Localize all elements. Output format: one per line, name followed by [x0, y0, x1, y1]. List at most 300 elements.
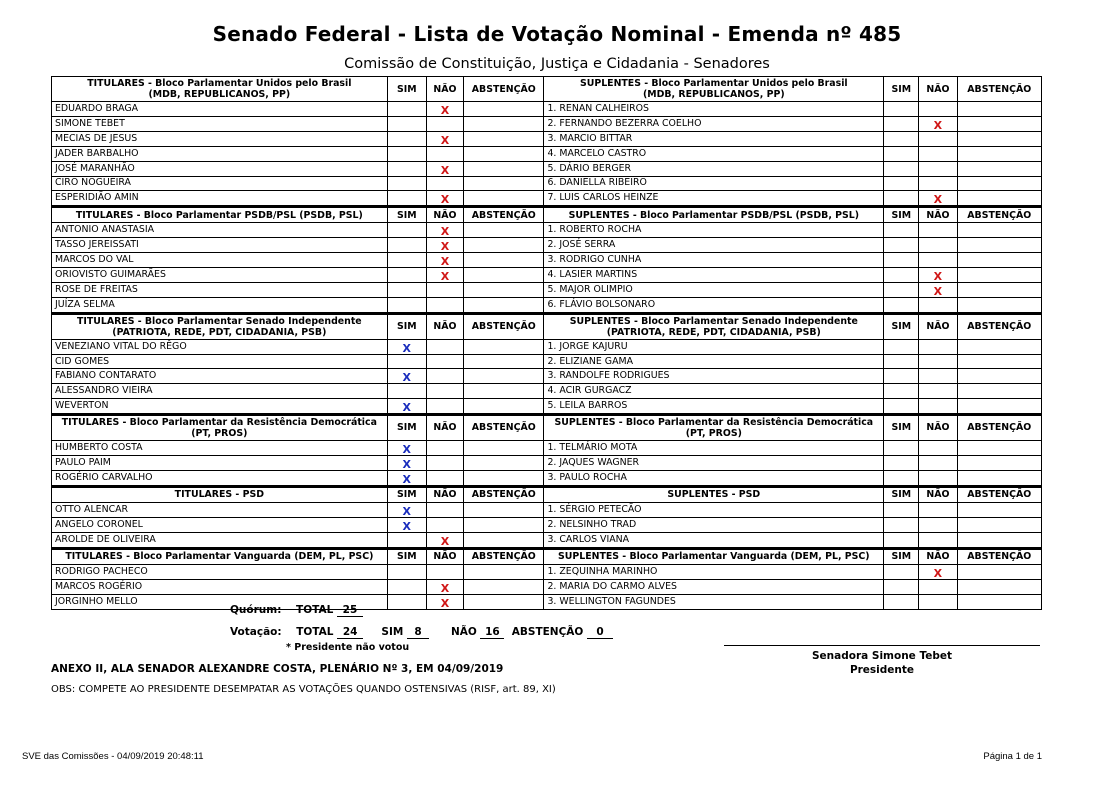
footer-page-number: Página 1 de 1 [983, 751, 1042, 762]
vote-cell-sim [884, 455, 919, 470]
block-header [52, 207, 1042, 223]
vote-cell-abs [464, 455, 544, 470]
col-abs-header [957, 207, 1041, 223]
col-nao-label: NÃO [926, 551, 950, 563]
col-nao-header [426, 313, 463, 339]
suplente-name [544, 594, 884, 609]
titular-name-text: JORGINHO MELLO [55, 595, 138, 607]
titular-name [52, 191, 388, 207]
vote-cell-abs [957, 132, 1041, 147]
vote-cell-sim [884, 132, 919, 147]
vote-cell-nao [426, 354, 463, 369]
vote-cell-abs [957, 384, 1041, 399]
titular-name-text: JADER BARBALHO [55, 147, 139, 159]
vote-cell-abs [957, 191, 1041, 207]
footer-timestamp: SVE das Comissões - 04/09/2019 20:48:11 [22, 751, 204, 762]
titular-name-text: VENEZIANO VITAL DO RÊGO [55, 340, 187, 352]
titular-name [52, 298, 388, 314]
vote-table [51, 76, 1042, 610]
quorum-label: Quórum: [230, 604, 282, 616]
vote-cell-nao [919, 517, 957, 532]
vote-cell-nao [426, 532, 463, 548]
titulares-header-line1: TITULARES - Bloco Parlamentar Vanguarda (DEM, PL, PSC) [65, 551, 374, 563]
vote-cell-nao [426, 517, 463, 532]
vote-cell-nao [426, 502, 463, 517]
vote-cell-sim [884, 147, 919, 162]
senator-row [52, 117, 1042, 132]
vote-mark-nao: X [440, 255, 450, 268]
suplente-name [544, 223, 884, 238]
col-sim-header [387, 486, 426, 502]
votacao-sim-value: 8 [407, 626, 429, 639]
vote-cell-sim [387, 455, 426, 470]
col-sim-label: SIM [396, 489, 417, 501]
col-sim-header [884, 207, 919, 223]
suplente-name [544, 176, 884, 191]
vote-cell-nao [426, 398, 463, 414]
vote-cell-sim [884, 579, 919, 594]
senator-row [52, 384, 1042, 399]
titular-name-text: EDUARDO BRAGA [55, 103, 139, 114]
titulares-header [52, 207, 388, 223]
vote-cell-abs [957, 564, 1041, 579]
titular-name [52, 564, 388, 579]
vote-cell-sim [387, 253, 426, 268]
titular-name [52, 161, 388, 176]
vote-cell-abs [464, 354, 544, 369]
suplente-name [544, 564, 884, 579]
col-nao-label: NÃO [926, 489, 950, 501]
vote-cell-nao [919, 253, 957, 268]
titular-name-text: FABIANO CONTARATO [55, 370, 157, 382]
vote-cell-nao [919, 223, 957, 238]
col-sim-header [387, 77, 426, 102]
suplente-name [544, 117, 884, 132]
vote-mark-nao: X [440, 534, 450, 548]
col-abs-header [464, 77, 544, 102]
signature-name: Senadora Simone Tebet [811, 650, 952, 662]
obs-note: OBS: COMPETE AO PRESIDENTE DESEMPATAR AS VOTAÇÕES QUANDO OSTENSIVAS (RISF, art. 89, XI) [51, 684, 556, 695]
votacao-line [230, 626, 613, 639]
titulares-header-line1: TITULARES - Bloco Parlamentar da Resistência Democrática [61, 416, 377, 428]
suplente-name [544, 253, 884, 268]
suplente-name-text: 7. LUIS CARLOS HEINZE [547, 192, 659, 204]
suplente-name-text: 6. FLÁVIO BOLSONARO [547, 298, 656, 310]
vote-cell-sim [387, 132, 426, 147]
titular-name [52, 132, 388, 147]
vote-cell-nao [426, 440, 463, 455]
signature-block [724, 649, 1040, 677]
vote-cell-abs [464, 339, 544, 354]
col-nao-header [919, 77, 957, 102]
col-nao-label: NÃO [433, 489, 457, 501]
vote-cell-abs [464, 161, 544, 176]
vote-cell-sim [884, 191, 919, 207]
vote-cell-abs [464, 117, 544, 132]
vote-cell-abs [957, 502, 1041, 517]
titular-name-text: MARCOS DO VAL [55, 254, 134, 266]
suplentes-header-line1: SUPLENTES - Bloco Parlamentar Senado Independente [569, 315, 858, 327]
vote-cell-sim [387, 161, 426, 176]
col-nao-label: NÃO [433, 83, 457, 95]
vote-cell-sim [884, 102, 919, 117]
vote-cell-nao [919, 283, 957, 298]
vote-mark-nao: X [933, 285, 943, 298]
vote-cell-nao [919, 176, 957, 191]
vote-mark-sim: X [402, 457, 412, 471]
col-nao-label: NÃO [926, 83, 950, 95]
suplente-name-text: 1. TELMÁRIO MOTA [547, 441, 638, 453]
col-abs-label: ABSTENÇÃO [471, 422, 536, 434]
suplente-name [544, 238, 884, 253]
titular-name-text: RODRIGO PACHECO [55, 565, 148, 577]
vote-cell-nao [919, 132, 957, 147]
vote-cell-sim [884, 564, 919, 579]
suplente-name [544, 268, 884, 283]
votacao-total-label: TOTAL [296, 626, 334, 638]
titular-name [52, 579, 388, 594]
col-nao-label: NÃO [926, 321, 950, 333]
senator-row [52, 579, 1042, 594]
vote-cell-sim [387, 517, 426, 532]
suplente-name-text: 3. PAULO ROCHA [547, 471, 627, 483]
vote-mark-nao: X [933, 566, 943, 580]
col-abs-header [957, 548, 1041, 564]
suplente-name [544, 147, 884, 162]
suplente-name-text: 3. RODRIGO CUNHA [547, 254, 642, 266]
col-sim-label: SIM [396, 209, 417, 221]
vote-cell-sim [884, 502, 919, 517]
senator-row [52, 532, 1042, 548]
vote-cell-nao [919, 502, 957, 517]
vote-cell-nao [426, 579, 463, 594]
titular-name-text: CIRO NOGUEIRA [55, 177, 131, 189]
suplente-name-text: 3. RANDOLFE RODRIGUES [547, 370, 670, 382]
vote-cell-sim [387, 532, 426, 548]
col-sim-label: SIM [891, 83, 912, 95]
senator-row [52, 594, 1042, 609]
suplente-name-text: 4. LASIER MARTINS [547, 269, 638, 281]
col-nao-label: NÃO [926, 422, 950, 434]
vote-cell-sim [387, 191, 426, 207]
col-abs-header [464, 207, 544, 223]
vote-cell-abs [464, 579, 544, 594]
vote-cell-nao [919, 369, 957, 384]
vote-cell-sim [387, 398, 426, 414]
vote-cell-sim [884, 440, 919, 455]
vote-mark-nao: X [440, 225, 450, 238]
vote-cell-sim [387, 384, 426, 399]
vote-cell-sim [884, 268, 919, 283]
senator-row [52, 283, 1042, 298]
vote-cell-nao [919, 117, 957, 132]
suplente-name [544, 502, 884, 517]
titular-name [52, 455, 388, 470]
suplente-name-text: 4. MARCELO CASTRO [547, 147, 647, 159]
vote-cell-abs [464, 253, 544, 268]
titular-name [52, 253, 388, 268]
suplente-name-text: 4. ACIR GURGACZ [547, 385, 632, 397]
vote-cell-sim [387, 283, 426, 298]
suplente-name [544, 283, 884, 298]
vote-mark-sim: X [402, 442, 412, 456]
senator-row [52, 238, 1042, 253]
votacao-nao-label: NÃO [450, 626, 477, 638]
block-header [52, 486, 1042, 502]
col-abs-header [957, 77, 1041, 102]
titulares-header-line2: (PT, PROS) [191, 427, 248, 439]
col-abs-label: ABSTENÇÃO [967, 422, 1032, 434]
vote-mark-sim: X [402, 519, 412, 533]
page-title: Senado Federal - Lista de Votação Nominal - Emenda nº 485 [212, 22, 902, 46]
vote-cell-abs [957, 253, 1041, 268]
senator-row [52, 369, 1042, 384]
senator-row [52, 470, 1042, 486]
titular-name-text: PAULO PAIM [55, 456, 111, 468]
vote-cell-nao [919, 455, 957, 470]
col-abs-label: ABSTENÇÃO [967, 489, 1032, 501]
senator-row [52, 102, 1042, 117]
titular-name [52, 238, 388, 253]
col-abs-label: ABSTENÇÃO [471, 321, 536, 333]
titulares-header-line1: TITULARES - Bloco Parlamentar Unidos pelo Brasil [87, 78, 352, 89]
vote-cell-nao [426, 102, 463, 117]
vote-cell-abs [957, 594, 1041, 609]
vote-cell-sim [387, 147, 426, 162]
titular-name-text: ORIOVISTO GUIMARÃES [55, 269, 166, 281]
suplente-name-text: 2. ELIZIANE GAMA [547, 355, 633, 367]
titular-name [52, 117, 388, 132]
vote-cell-sim [387, 102, 426, 117]
titulares-header-line2: (PATRIOTA, REDE, PDT, CIDADANIA, PSB) [112, 326, 327, 338]
suplentes-header-line1: SUPLENTES - Bloco Parlamentar Vanguarda (DEM, PL, PSC) [558, 551, 870, 563]
vote-mark-sim: X [402, 472, 412, 486]
senator-row [52, 268, 1042, 283]
vote-cell-abs [957, 354, 1041, 369]
vote-cell-sim [884, 470, 919, 486]
suplentes-header [544, 207, 884, 223]
vote-mark-nao: X [933, 119, 943, 132]
col-abs-header [464, 486, 544, 502]
suplente-name [544, 161, 884, 176]
titular-name [52, 354, 388, 369]
vote-cell-abs [957, 579, 1041, 594]
col-nao-label: NÃO [433, 209, 457, 221]
col-abs-header [957, 313, 1041, 339]
votacao-abs-label: ABSTENÇÃO [511, 626, 584, 638]
suplente-name-text: 5. LEILA BARROS [547, 399, 628, 411]
vote-cell-abs [464, 176, 544, 191]
titular-name [52, 440, 388, 455]
vote-mark-nao: X [933, 193, 943, 207]
vote-cell-sim [387, 176, 426, 191]
col-sim-header [884, 414, 919, 440]
page-subtitle: Comissão de Constituição, Justiça e Cidadania - Senadores [344, 56, 770, 72]
vote-cell-nao [919, 564, 957, 579]
vote-cell-sim [387, 223, 426, 238]
titulares-header [52, 414, 388, 440]
vote-cell-sim [884, 517, 919, 532]
titular-name-text: MECIAS DE JESUS [55, 133, 138, 144]
vote-cell-sim [884, 283, 919, 298]
suplente-name [544, 440, 884, 455]
titular-name [52, 268, 388, 283]
col-sim-label: SIM [891, 551, 912, 563]
suplente-name-text: 1. RENAN CALHEIROS [547, 103, 649, 114]
suplente-name-text: 5. DÁRIO BERGER [547, 162, 632, 174]
suplente-name-text: 2. FERNANDO BEZERRA COELHO [547, 118, 702, 129]
suplente-name [544, 132, 884, 147]
suplente-name [544, 339, 884, 354]
vote-mark-nao: X [440, 104, 450, 117]
col-sim-label: SIM [396, 422, 417, 434]
col-sim-header [884, 486, 919, 502]
titulares-header-line2: (MDB, REPUBLICANOS, PP) [148, 89, 291, 100]
suplente-name-text: 1. SÉRGIO PETECÃO [547, 503, 642, 515]
col-nao-label: NÃO [926, 209, 950, 221]
vote-cell-abs [957, 532, 1041, 548]
vote-cell-sim [884, 532, 919, 548]
vote-cell-abs [464, 238, 544, 253]
vote-mark-nao: X [440, 163, 450, 177]
vote-cell-sim [387, 440, 426, 455]
suplentes-header-line2: (PT, PROS) [685, 427, 742, 439]
vote-cell-sim [387, 268, 426, 283]
col-abs-label: ABSTENÇÃO [471, 551, 536, 563]
vote-cell-nao [426, 176, 463, 191]
vote-cell-abs [464, 440, 544, 455]
titulares-header-line1: TITULARES - Bloco Parlamentar Senado Independente [77, 315, 362, 327]
col-nao-header [919, 207, 957, 223]
suplentes-header-line2: (PATRIOTA, REDE, PDT, CIDADANIA, PSB) [606, 326, 821, 338]
vote-cell-abs [957, 161, 1041, 176]
col-abs-header [464, 548, 544, 564]
vote-cell-abs [957, 339, 1041, 354]
vote-cell-abs [464, 470, 544, 486]
vote-cell-sim [884, 176, 919, 191]
suplentes-header [544, 414, 884, 440]
col-abs-label: ABSTENÇÃO [471, 83, 536, 95]
col-nao-header [426, 548, 463, 564]
titular-name [52, 502, 388, 517]
vote-cell-nao [919, 384, 957, 399]
suplente-name [544, 455, 884, 470]
suplentes-header-line1: SUPLENTES - Bloco Parlamentar Unidos pelo Brasil [579, 78, 848, 89]
vote-mark-nao: X [933, 270, 943, 283]
senator-row [52, 191, 1042, 207]
senator-row [52, 132, 1042, 147]
quorum-line [230, 604, 363, 617]
col-abs-header [464, 313, 544, 339]
suplentes-header [544, 313, 884, 339]
suplente-name [544, 532, 884, 548]
vote-cell-sim [884, 354, 919, 369]
vote-cell-abs [464, 398, 544, 414]
vote-cell-abs [464, 502, 544, 517]
titular-name-text: AROLDE DE OLIVEIRA [55, 533, 156, 545]
titular-name-text: ROSE DE FREITAS [55, 284, 138, 296]
quorum-total-value: 25 [337, 604, 363, 617]
titular-name-text: CID GOMES [55, 355, 110, 367]
col-nao-header [919, 486, 957, 502]
titular-name [52, 369, 388, 384]
vote-cell-abs [957, 283, 1041, 298]
suplente-name-text: 2. MARIA DO CARMO ALVES [547, 580, 677, 592]
titular-name [52, 517, 388, 532]
vote-cell-sim [387, 339, 426, 354]
senator-row [52, 161, 1042, 176]
vote-cell-abs [957, 117, 1041, 132]
vote-cell-abs [957, 102, 1041, 117]
senator-row [52, 354, 1042, 369]
suplente-name-text: 1. ZEQUINHA MARINHO [547, 565, 658, 577]
col-sim-header [884, 77, 919, 102]
suplente-name [544, 354, 884, 369]
vote-cell-nao [426, 455, 463, 470]
titular-name [52, 384, 388, 399]
vote-cell-abs [464, 532, 544, 548]
suplente-name-text: 3. MARCIO BITTAR [547, 133, 633, 144]
col-abs-label: ABSTENÇÃO [967, 209, 1032, 221]
vote-cell-nao [426, 339, 463, 354]
votacao-abs-value: 0 [587, 626, 613, 639]
vote-cell-nao [426, 384, 463, 399]
vote-cell-sim [884, 298, 919, 314]
vote-cell-nao [426, 564, 463, 579]
titular-name-text: WEVERTON [55, 399, 109, 411]
vote-mark-nao: X [440, 596, 450, 610]
suplente-name-text: 2. NELSINHO TRAD [547, 518, 637, 530]
titular-name [52, 532, 388, 548]
vote-cell-nao [426, 253, 463, 268]
suplente-name-text: 5. MAJOR OLIMPIO [547, 284, 633, 296]
senator-row [52, 223, 1042, 238]
vote-mark-nao: X [440, 193, 450, 207]
suplentes-header [544, 77, 884, 102]
vote-cell-nao [426, 161, 463, 176]
vote-cell-abs [957, 176, 1041, 191]
titular-name-text: OTTO ALENCAR [55, 503, 129, 515]
col-abs-label: ABSTENÇÃO [471, 489, 536, 501]
vote-mark-sim: X [402, 504, 412, 518]
col-abs-label: ABSTENÇÃO [967, 83, 1032, 95]
suplentes-header-line1: SUPLENTES - Bloco Parlamentar da Resistência Democrática [554, 416, 874, 428]
vote-cell-nao [426, 369, 463, 384]
titulares-header [52, 313, 388, 339]
col-sim-label: SIM [891, 422, 912, 434]
vote-cell-sim [884, 594, 919, 609]
senator-row [52, 339, 1042, 354]
vote-cell-nao [426, 298, 463, 314]
col-sim-header [387, 207, 426, 223]
vote-cell-sim [387, 564, 426, 579]
col-abs-header [957, 414, 1041, 440]
senator-row [52, 398, 1042, 414]
votacao-sim-label: SIM [381, 626, 404, 638]
vote-cell-sim [387, 594, 426, 609]
col-sim-label: SIM [891, 209, 912, 221]
titulares-header-line1: TITULARES - Bloco Parlamentar PSDB/PSL (PSDB, PSL) [75, 209, 363, 221]
suplente-name-text: 1. JORGE KAJURU [547, 340, 628, 352]
vote-cell-abs [957, 147, 1041, 162]
titular-name-text: ANGELO CORONEL [55, 518, 143, 530]
suplente-name [544, 579, 884, 594]
vote-cell-nao [426, 238, 463, 253]
vote-cell-abs [957, 470, 1041, 486]
vote-cell-abs [957, 517, 1041, 532]
vote-cell-sim [387, 354, 426, 369]
col-nao-header [426, 486, 463, 502]
